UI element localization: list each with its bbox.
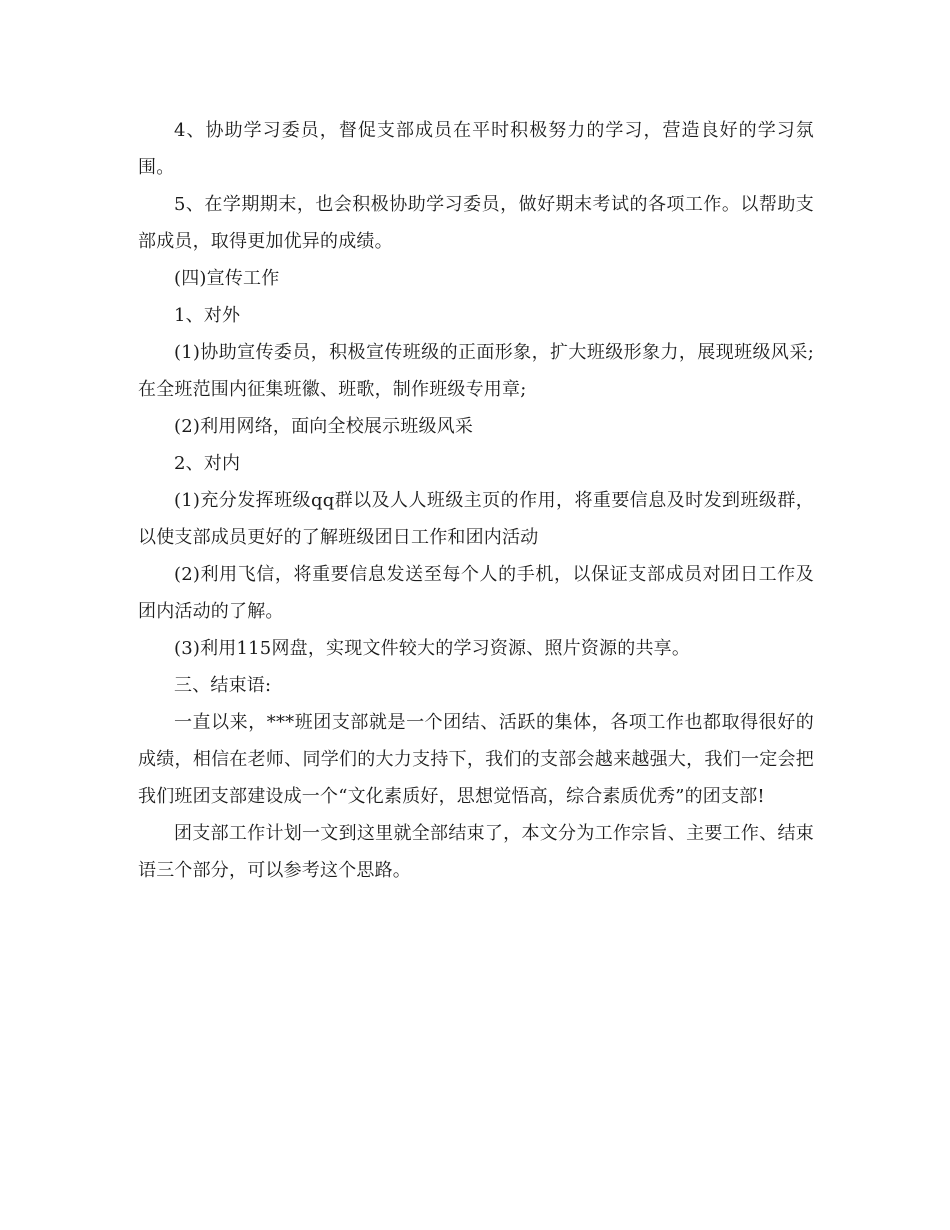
paragraph-summary: 团支部工作计划一文到这里就全部结束了，本文分为工作宗旨、主要工作、结束语三个部分，可以参考这个思路。	[138, 823, 814, 881]
document-body	[138, 112, 814, 889]
heading-external: 1、对外	[174, 305, 241, 326]
paragraph-external-1: (1)协助宣传委员，积极宣传班级的正面形象，扩大班级形象力，展现班级风采;在全班范围内征集班徽、班歌，制作班级专用章;	[138, 342, 814, 400]
heading-publicity-work: (四)宣传工作	[174, 268, 280, 289]
paragraph-study-atmosphere: 4、协助学习委员，督促支部成员在平时积极努力的学习，营造良好的学习氛围。	[138, 120, 814, 178]
paragraph-internal-3: (3)利用115网盘，实现文件较大的学习资源、照片资源的共享。	[174, 638, 691, 659]
paragraph-external-2: (2)利用网络，面向全校展示班级风采	[174, 416, 474, 437]
heading-conclusion: 三、结束语:	[174, 675, 272, 696]
paragraph-conclusion: 一直以来，***班团支部就是一个团结、活跃的集体，各项工作也都取得很好的成绩，相信在老师、同学们的大力支持下，我们的支部会越来越强大，我们一定会把我们班团支部建设成一个“文化素质好，思想觉悟高，综合素质优秀”的团支部!	[138, 712, 814, 807]
paragraph-internal-2: (2)利用飞信，将重要信息发送至每个人的手机，以保证支部成员对团日工作及团内活动的了解。	[138, 564, 814, 622]
paragraph-final-exams: 5、在学期期末，也会积极协助学习委员，做好期末考试的各项工作。以帮助支部成员，取得更加优异的成绩。	[138, 194, 814, 252]
heading-internal: 2、对内	[174, 453, 241, 474]
paragraph-internal-1: (1)充分发挥班级qq群以及人人班级主页的作用，将重要信息及时发到班级群，以使支部成员更好的了解班级团日工作和团内活动	[138, 490, 814, 548]
